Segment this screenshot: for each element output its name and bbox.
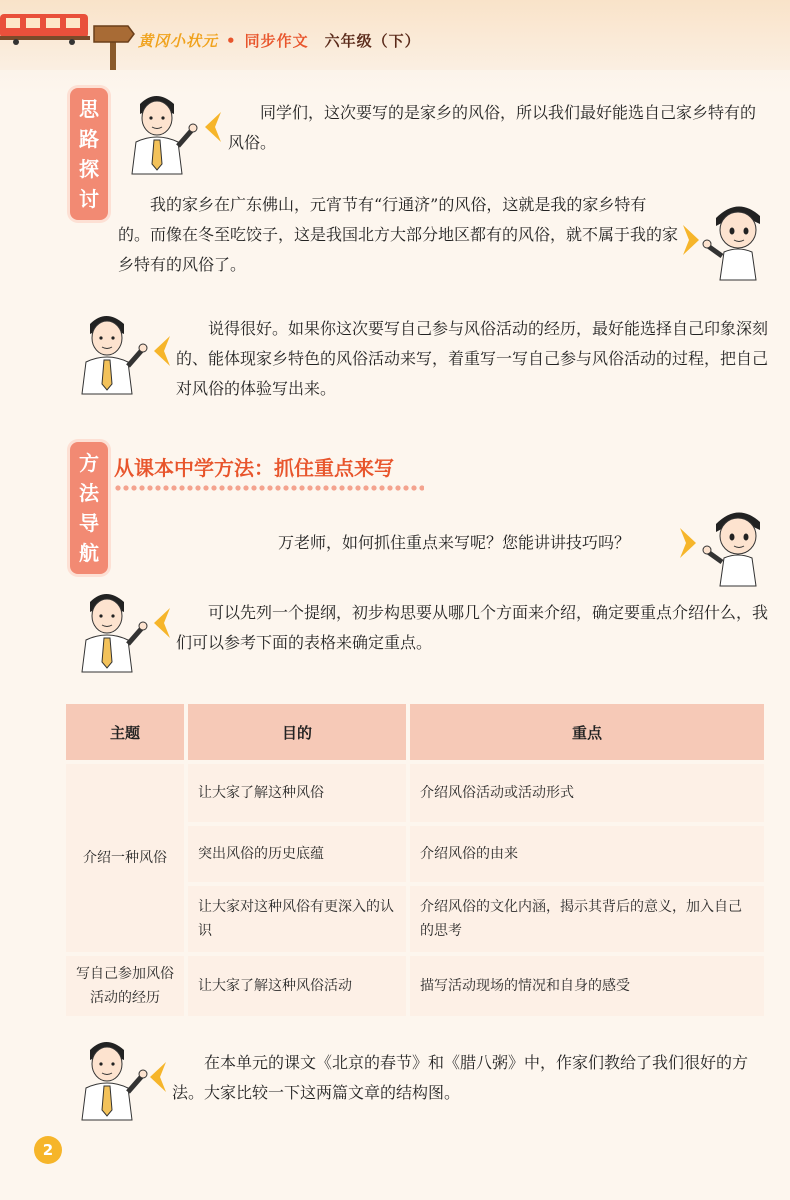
table-cell-topic: 写自己参加风俗活动的经历 [66,956,184,1016]
title-underline [114,484,424,492]
speech-arrow-left-icon [205,112,221,142]
speech-arrow-left-icon [154,336,170,366]
header-separator: • [226,32,237,50]
table-cell-topic: 介绍一种风俗 [66,764,184,952]
dialogue-teacher-3: 可以先列一个提纲，初步构思要从哪几个方面来介绍，确定要重点介绍什么，我们可以参考下面的表格来确定重点。 [176,603,769,652]
table-row [66,956,764,1016]
speech-arrow-left-icon [150,1062,166,1092]
signpost-illustration [92,20,136,70]
student-avatar [702,500,774,588]
dialogue-teacher-2: 说得很好。如果你这次要写自己参与风俗活动的经历，最好能选择自己印象深刻的、能体现家乡特色的风俗活动来写，着重写一写自己参与风俗活动的过程，把自己对风俗的体验写出来。 [176,319,769,398]
teacher-avatar [68,582,148,674]
section-title: 从课本中学方法：抓住重点来写 [114,456,394,480]
dialogue-teacher-4: 在本单元的课文《北京的春节》和《腊八粥》中，作家们教给了我们很好的方法。大家比较一下这两篇文章的结构图。 [172,1053,749,1102]
section-tab-method: 方 法 导 航 [70,442,108,574]
speech-arrow-right-icon [683,225,699,255]
brand-name: 黄冈小状元 [138,32,219,50]
speech-arrow-left-icon [154,608,170,638]
teacher-avatar [68,1030,148,1122]
table-cell-focus: 描写活动现场的情况和自身的感受 [410,956,764,1016]
table-cell-focus: 介绍风俗的文化内涵，揭示其背后的意义，加入自己的思考 [410,886,764,952]
table-row [66,764,764,822]
header-title [138,30,421,51]
table-cell-focus: 介绍风俗的由来 [410,826,764,882]
table-header: 主题 [66,704,184,760]
page-number: 2 [34,1136,62,1164]
series-name: 同步作文 [244,32,309,50]
focus-planning-table [62,700,768,1020]
table-cell-purpose: 让大家了解这种风俗活动 [188,956,406,1016]
train-illustration [0,6,92,46]
table-cell-purpose: 让大家对这种风俗有更深入的认识 [188,886,406,952]
table-cell-purpose: 让大家了解这种风俗 [188,764,406,822]
table-cell-focus: 介绍风俗活动或活动形式 [410,764,764,822]
section-tab-discussion: 思 路 探 讨 [70,88,108,220]
table-header-row [66,704,764,760]
grade-label: 六年级（下） [324,32,421,50]
dialogue-student-1: 我的家乡在广东佛山，元宵节有“行通济”的风俗，这就是我的家乡特有的。而像在冬至吃饺子，这是我国北方大部分地区都有的风俗，就不属于我的家乡特有的风俗了。 [118,195,679,274]
dialogue-teacher-1: 同学们，这次要写的是家乡的风俗，所以我们最好能选自己家乡特有的风俗。 [228,103,757,152]
table-cell-purpose: 突出风俗的历史底蕴 [188,826,406,882]
teacher-avatar [118,84,198,176]
speech-arrow-right-icon [680,528,696,558]
dialogue-student-2: 万老师，如何抓住重点来写呢？您能讲讲技巧吗？ [278,533,631,552]
table-header: 重点 [410,704,764,760]
table-header: 目的 [188,704,406,760]
teacher-avatar [68,304,148,396]
student-avatar [702,194,774,282]
